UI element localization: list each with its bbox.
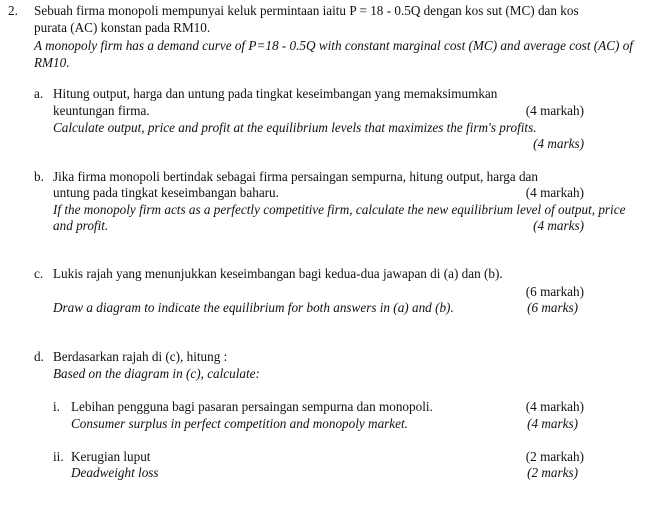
part-d-ii-label: ii. [53, 449, 64, 464]
part-a-english: Calculate output, price and profit at the equilibrium levels that maximizes the firm's profits. [53, 120, 537, 135]
stem-english-line-1: A monopoly firm has a demand curve of P=18 - 0.5Q with constant marginal cost (MC) and average cost (AC) of [34, 38, 633, 53]
stem-english-line-2: RM10. [34, 55, 70, 70]
part-d-ii-malay: Kerugian luput [71, 449, 151, 464]
part-d-i-marks-malay: (4 markah) [525, 399, 584, 414]
part-d-ii-english: Deadweight loss [71, 465, 159, 480]
part-a-label: a. [34, 86, 44, 101]
part-d-ii-marks-english: (2 marks) [527, 465, 578, 480]
part-a-marks-malay: (4 markah) [525, 103, 584, 118]
part-c-malay: Lukis rajah yang menunjukkan keseimbangan bagi kedua-dua jawapan di (a) dan (b). [53, 266, 503, 281]
part-d-i-marks-english: (4 marks) [527, 416, 578, 431]
part-a-malay-line-2: keuntungan firma. [53, 103, 150, 118]
part-d-i-english: Consumer surplus in perfect competition and monopoly market. [71, 416, 408, 431]
part-c-marks-malay: (6 markah) [525, 284, 584, 299]
part-c-label: c. [34, 266, 44, 281]
part-b-malay-line-1: Jika firma monopoli bertindak sebagai firma persaingan sempurna, hitung output, harga dan [53, 169, 539, 184]
part-d-ii-marks-malay: (2 markah) [525, 449, 584, 464]
part-a-malay-line-1: Hitung output, harga dan untung pada tingkat keseimbangan yang memaksimumkan [53, 86, 498, 101]
part-a-marks-english: (4 marks) [533, 136, 584, 151]
part-d-malay: Berdasarkan rajah di (c), hitung : [53, 349, 228, 364]
part-d-label: d. [34, 349, 44, 364]
part-b-english-line-2: and profit. [53, 218, 109, 233]
part-b-english-line-1: If the monopoly firm acts as a perfectly competitive firm, calculate the new equilibrium level of output, price [53, 202, 626, 217]
part-c-english: Draw a diagram to indicate the equilibrium for both answers in (a) and (b). [53, 300, 454, 315]
stem-malay-line-2: purata (AC) konstan pada RM10. [34, 20, 211, 35]
part-b-marks-english: (4 marks) [533, 218, 584, 233]
part-c-marks-english: (6 marks) [527, 300, 578, 315]
question-number: 2. [8, 3, 18, 18]
part-b-marks-malay: (4 markah) [525, 185, 584, 200]
part-d-i-malay: Lebihan pengguna bagi pasaran persaingan sempurna dan monopoli. [71, 399, 433, 414]
part-d-english: Based on the diagram in (c), calculate: [53, 366, 260, 381]
stem-malay-line-1: Sebuah firma monopoli mempunyai keluk permintaan iaitu P = 18 - 0.5Q dengan kos sut (MC) dan kos [34, 3, 579, 18]
part-b-malay-line-2: untung pada tingkat keseimbangan baharu. [53, 185, 279, 200]
part-d-i-label: i. [53, 399, 60, 414]
part-b-label: b. [34, 169, 44, 184]
